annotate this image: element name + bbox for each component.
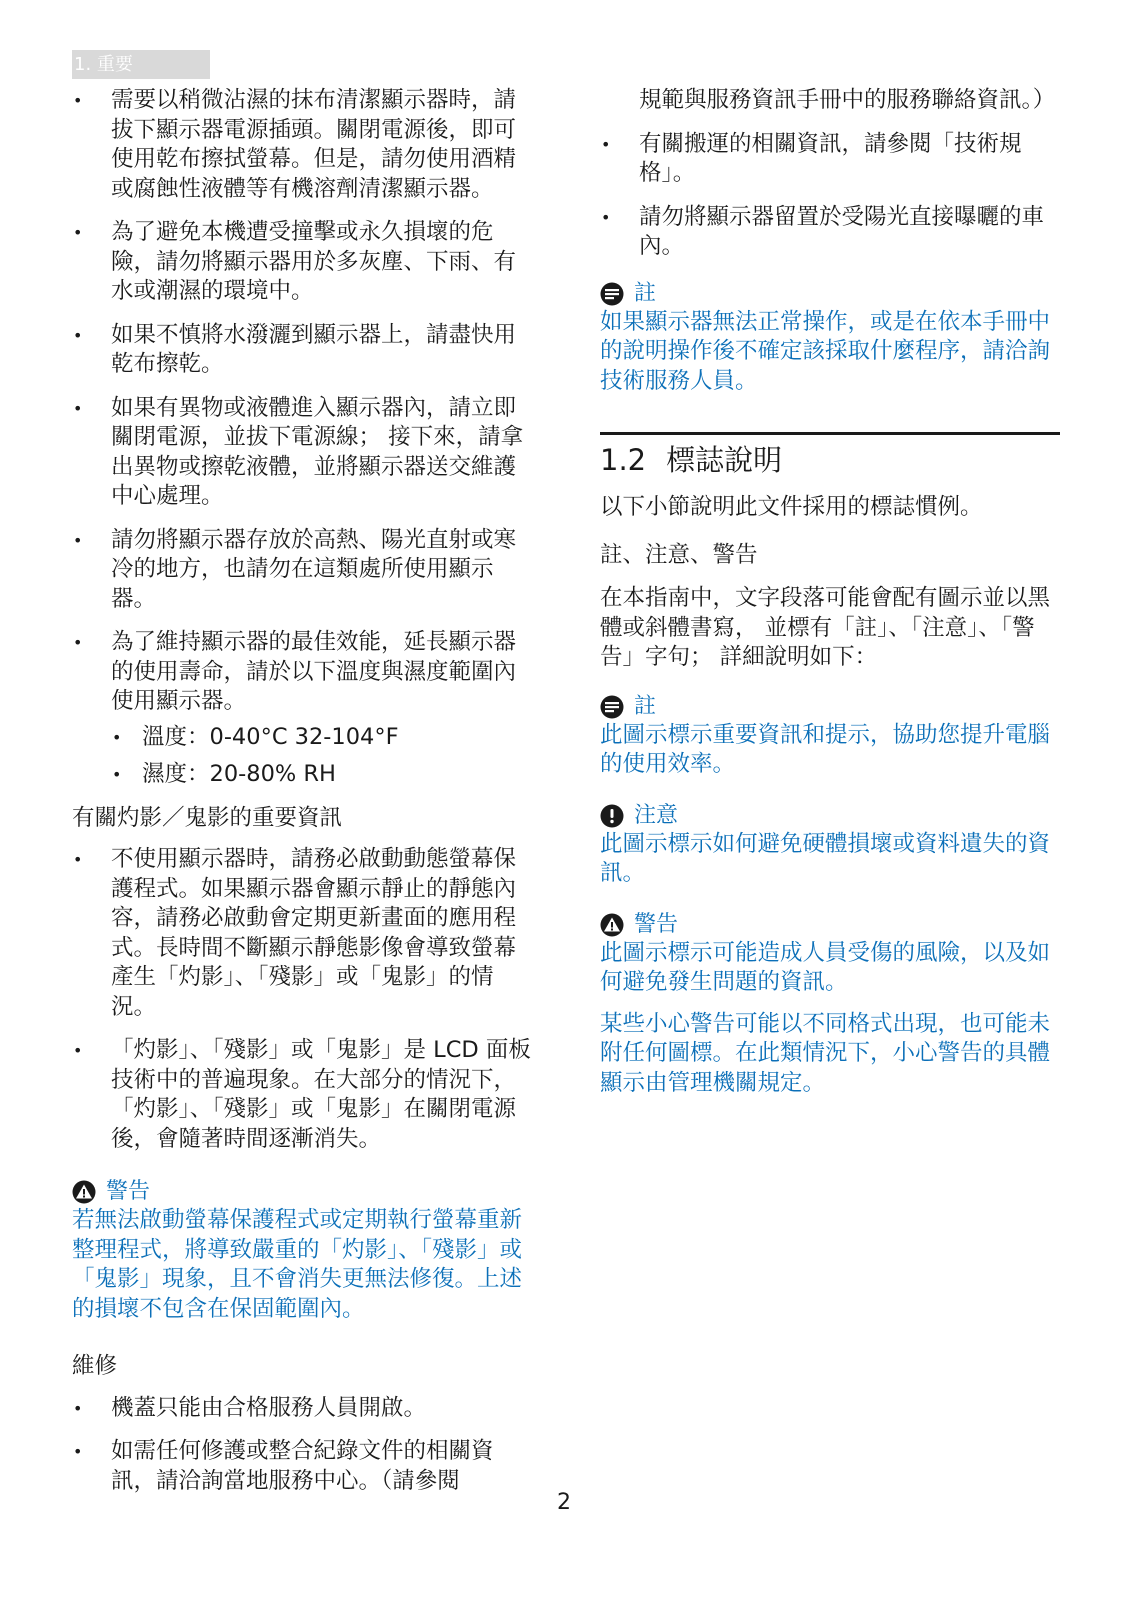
list-item: • 機蓋只能由合格服務人員開啟。: [72, 1394, 532, 1424]
bullet-dot: •: [73, 325, 83, 345]
sub-list-item: • 溫度：0-40°C 32-104°F: [111, 723, 532, 753]
note-icon: [600, 695, 624, 719]
bullet-dot: •: [73, 223, 83, 242]
continued-text: 規範與服務資訊手冊中的服務聯絡資訊。）: [639, 87, 1056, 113]
sub-list-item: • 濕度：20-80% RH: [111, 760, 532, 790]
note-title: 註: [600, 280, 1060, 308]
handling-bullet-list: [600, 130, 1060, 262]
list-item: • 「灼影」、「殘影」或「鬼影」是 LCD 面板技術中的普遍現象。在大部分的情況下，「灼影」、「殘影」或「鬼影」在關閉電源後，會隨著時間逐漸消失。: [73, 1037, 531, 1152]
bullet-dot: •: [112, 727, 122, 747]
page-number: 2: [557, 1490, 571, 1515]
bullet-dot: •: [73, 1442, 83, 1461]
subheading: 註、注意、警告: [600, 541, 758, 568]
list-item: • 如需任何修護或整合紀錄文件的相關資訊，請洽詢當地服務中心。（請參閱: [73, 1438, 494, 1494]
bullet-dot: •: [73, 91, 83, 110]
list-item: • 需要以稍微沾濕的抹布清潔顯示器時，請拔下顯示器電源插頭。關閉電源後，即可使用乾布擦拭螢幕。但是，請勿使用酒精或腐蝕性液體等有機溶劑清潔顯示器。: [73, 87, 517, 202]
section-divider: [600, 432, 1060, 435]
bullet-dot: •: [601, 134, 611, 154]
warning-triangle-icon: [600, 913, 624, 937]
burn-in-bullet-list: [72, 845, 532, 1154]
repair-bullet-list: [72, 1394, 532, 1497]
section-heading: [600, 441, 1060, 479]
section-tab: 1. 重要: [72, 50, 210, 79]
list-item: • 有關搬運的相關資訊，請參閱「技術規格」。: [601, 130, 1022, 186]
list-item: • 請勿將顯示器存放於高熱、陽光直射或寒冷的地方，也請勿在這類處所使用顯示器。: [73, 526, 517, 612]
burn-in-heading: 有關灼影／鬼影的重要資訊: [72, 804, 343, 831]
intro-text: 以下小節說明此文件採用的標誌慣例。: [600, 494, 983, 520]
bullet-dot: •: [73, 530, 83, 550]
warning-triangle-icon: [72, 1180, 96, 1204]
list-item: • 為了維持顯示器的最佳效能，延長顯示器的使用壽命，請於以下溫度與濕度範圍內使用顯示器。 • 溫度：0-40°C 32-104°F • 濕度：20-80% RH: [72, 628, 532, 790]
left-column: [72, 86, 532, 1510]
bullet-dot: •: [73, 633, 83, 652]
warning-body-2: 此圖示標示可能造成人員受傷的風險，以及如何避免發生問題的資訊。: [600, 939, 1051, 995]
note-body: 如果顯示器無法正常操作，或是在依本手冊中的說明操作後不確定該採取什麼程序，請洽詢技術服務人員。: [600, 308, 1051, 394]
list-item: • 如果不慎將水潑灑到顯示器上，請盡快用乾布擦乾。: [73, 321, 517, 377]
exclamation-circle-icon: [600, 804, 624, 828]
right-column: [600, 86, 1060, 1098]
bullet-dot: •: [73, 398, 83, 418]
environment-sub-list: [111, 723, 532, 790]
list-item: • 不使用顯示器時，請務必啟動動態螢幕保護程式。如果顯示器會顯示靜止的靜態內容，請務必啟動會定期更新畫面的應用程式。長時間不斷顯示靜態影像會導致螢幕產生「灼影」、「殘影」或「鬼影」的情況。: [73, 846, 517, 1020]
warning-title-2: 警告: [600, 911, 1060, 939]
note-body-2: 此圖示標示重要資訊和提示，協助您提升電腦的使用效率。: [600, 721, 1051, 777]
conventions-paragraph: 在本指南中，文字段落可能會配有圖示並以黑體或斜體書寫， 並標有「註」、「注意」、「警告」字句； 詳細說明如下：: [600, 585, 1051, 670]
list-item: • 請勿將顯示器留置於受陽光直接曝曬的車內。: [601, 203, 1045, 259]
bullet-dot: •: [73, 1398, 83, 1418]
warning-title: 警告: [72, 1178, 532, 1206]
bullet-dot: •: [112, 765, 122, 784]
list-item: • 如果有異物或液體進入顯示器內，請立即關閉電源，並拔下電源線； 接下來，請拿出異物或擦乾液體，並將顯示器送交維護中心處理。: [73, 394, 524, 509]
section-number: 1.2: [600, 443, 647, 477]
bullet-dot: •: [601, 207, 611, 227]
note-icon: [600, 282, 624, 306]
bullet-dot: •: [73, 850, 83, 869]
repair-heading: 維修: [72, 1353, 118, 1379]
bullet-dot: •: [73, 1041, 83, 1060]
caution-title: 注意: [600, 802, 1060, 830]
caution-body: 此圖示標示如何避免硬體損壞或資料遺失的資訊。: [600, 830, 1051, 886]
section-title: 標誌說明: [666, 443, 783, 477]
warning-body: 若無法啟動螢幕保護程式或定期執行螢幕重新整理程式，將導致嚴重的「灼影」、「殘影」或「鬼影」現象，且不會消失更無法修復。上述的損壞不包含在保固範圍內。: [72, 1207, 523, 1322]
warning-extra: 某些小心警告可能以不同格式出現，也可能未附任何圖標。在此類情況下，小心警告的具體顯示由管理機關規定。: [600, 1010, 1051, 1096]
list-item: • 為了避免本機遭受撞擊或永久損壞的危險，請勿將顯示器用於多灰塵、下雨、有水或潮濕的環境中。: [73, 219, 517, 304]
note-title-2: 註: [600, 693, 1060, 721]
safety-bullet-list: [72, 86, 532, 790]
